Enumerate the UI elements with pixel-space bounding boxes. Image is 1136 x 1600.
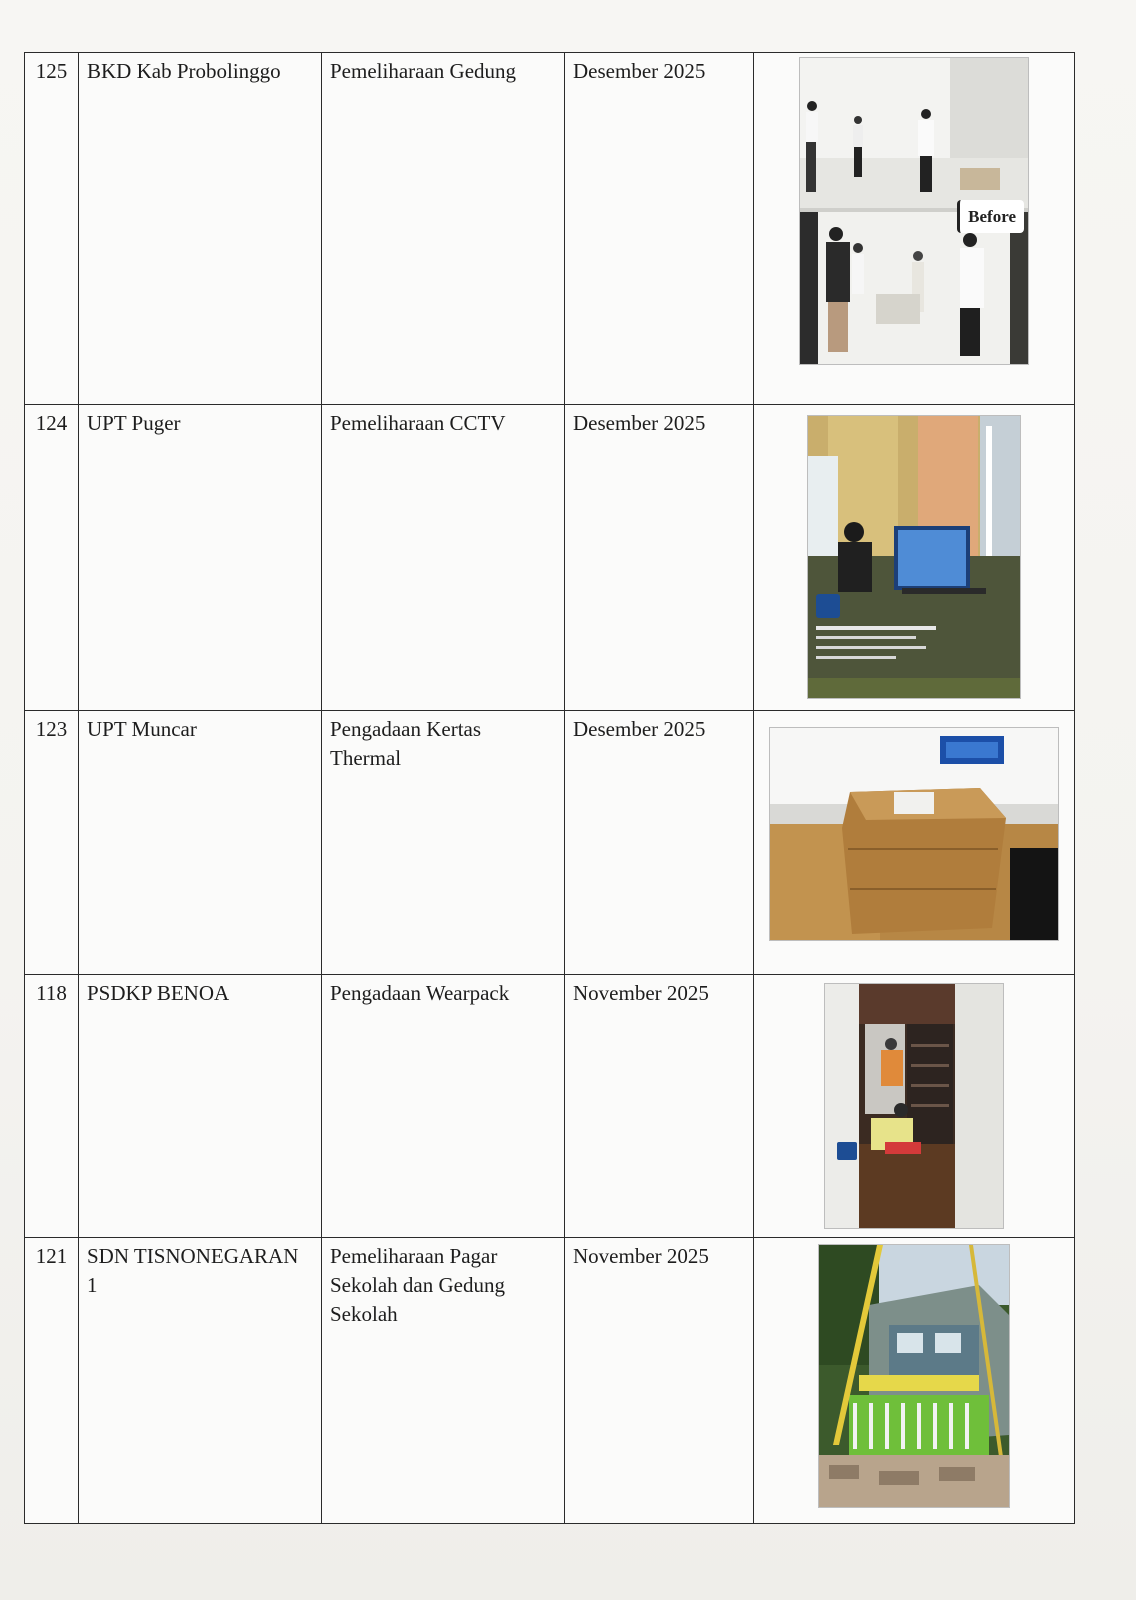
row-number: 125 xyxy=(25,53,79,405)
documentation-photo xyxy=(807,415,1021,699)
agency-name: UPT Muncar xyxy=(79,711,322,975)
photo-cell xyxy=(754,975,1075,1238)
table-row xyxy=(25,53,1075,405)
photo-cell xyxy=(754,1238,1075,1524)
agency-name: BKD Kab Probolinggo xyxy=(79,53,322,405)
period: Desember 2025 xyxy=(565,405,754,711)
table-row xyxy=(25,405,1075,711)
period: November 2025 xyxy=(565,975,754,1238)
row-number: 124 xyxy=(25,405,79,711)
work-description: Pengadaan Kertas Thermal xyxy=(322,711,565,975)
agency-name: PSDKP BENOA xyxy=(79,975,322,1238)
photo-cell xyxy=(754,53,1075,405)
period: November 2025 xyxy=(565,1238,754,1524)
work-description: Pemeliharaan Gedung xyxy=(322,53,565,405)
activity-table xyxy=(24,52,1075,1524)
work-description: Pemeliharaan Pagar Sekolah dan Gedung Sekolah xyxy=(322,1238,565,1524)
row-number: 121 xyxy=(25,1238,79,1524)
table-row xyxy=(25,975,1075,1238)
photo-cell xyxy=(754,711,1075,975)
agency-name: UPT Puger xyxy=(79,405,322,711)
work-description: Pengadaan Wearpack xyxy=(322,975,565,1238)
period: Desember 2025 xyxy=(565,53,754,405)
documentation-photo xyxy=(818,1244,1010,1508)
agency-name: SDN TISNONEGARAN 1 xyxy=(79,1238,322,1524)
documentation-photo xyxy=(769,727,1059,941)
table-row xyxy=(25,1238,1075,1524)
documentation-photo xyxy=(799,57,1029,365)
before-label: Before xyxy=(957,200,1024,233)
photo-cell xyxy=(754,405,1075,711)
row-number: 123 xyxy=(25,711,79,975)
work-description: Pemeliharaan CCTV xyxy=(322,405,565,711)
documentation-photo xyxy=(824,983,1004,1229)
period: Desember 2025 xyxy=(565,711,754,975)
row-number: 118 xyxy=(25,975,79,1238)
table-row xyxy=(25,711,1075,975)
